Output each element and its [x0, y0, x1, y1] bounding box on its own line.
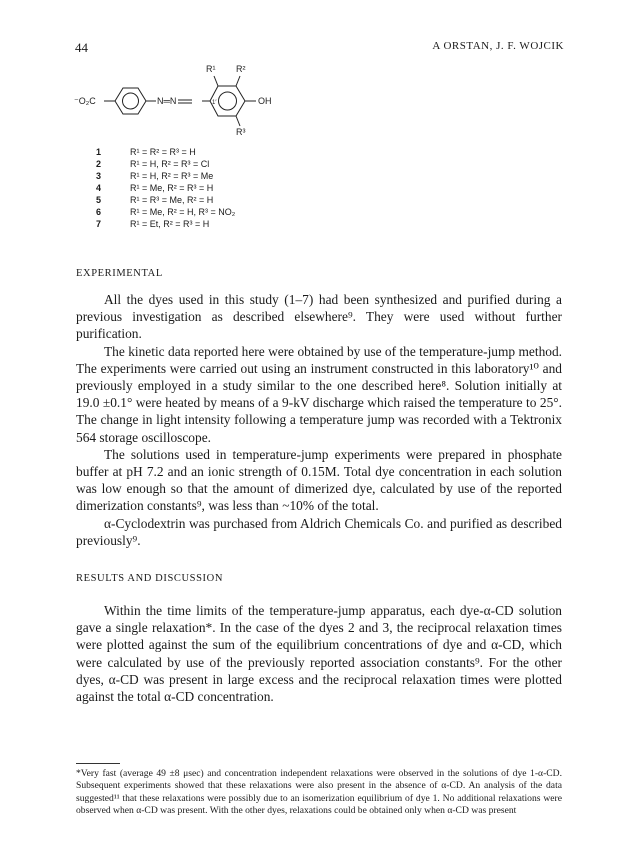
- compound-list: [96, 146, 346, 230]
- left-aromatic-circle: [123, 93, 139, 109]
- compound-number: 1: [96, 147, 102, 157]
- compound-substituents: R¹ = Me, R² = R³ = H: [130, 183, 214, 193]
- results-body: [76, 602, 562, 705]
- compound-number: 5: [96, 195, 102, 205]
- compound-row: [96, 206, 346, 218]
- compound-number: 4: [96, 183, 102, 193]
- running-head: A ORSTAN, J. F. WOJCIK: [432, 40, 564, 52]
- azo-label: N═N: [157, 96, 177, 106]
- compound-row: [96, 194, 346, 206]
- compound-substituents: R¹ = H, R² = R³ = Cl: [130, 159, 210, 169]
- chemical-structure: [70, 60, 330, 150]
- paragraph: The solutions used in temperature-jump experiments were prepared in phosphate buffer at pH 7.2 and an ionic strength of 0.15M. Total dye concentration in each solution was low enough so that the amount of dimerized dye, calculated by use of the reported dimerization constants⁹, was less than ~10% of the total.: [76, 446, 562, 514]
- compound-substituents: R¹ = R² = R³ = H: [130, 147, 196, 157]
- r3-label: R³: [236, 127, 246, 137]
- right-aromatic-circle: [219, 92, 237, 110]
- hydroxyl-label: OH: [258, 96, 272, 106]
- paragraph: Within the time limits of the temperature-jump apparatus, each dye-α-CD solution gave a single relaxation*. In the case of the dyes 2 and 3, the reciprocal relaxation times were plotted against the sum of the equilibrium concentrations of dye and α-CD, which were calculated by use of the previously reported association constants⁹. For the other dyes, α-CD was present in large excess and the reciprocal relaxation times were plotted against the total α-CD concentration.: [76, 603, 562, 705]
- compound-number: 2: [96, 159, 102, 169]
- r1-label: R¹: [206, 64, 216, 74]
- footnote-rule: [76, 763, 120, 764]
- page-number: 44: [75, 40, 88, 55]
- compound-substituents: R¹ = H, R² = R³ = Me: [130, 171, 214, 181]
- paragraph: All the dyes used in this study (1–7) had been synthesized and purified during a previous investigation as described elsewhere⁹. They were used without further purification.: [76, 292, 562, 342]
- experimental-heading: EXPERIMENTAL: [76, 268, 163, 279]
- compound-substituents: R¹ = Me, R² = H, R³ = NO₂: [130, 207, 236, 217]
- compound-number: 7: [96, 219, 102, 229]
- compound-row: [96, 182, 346, 194]
- compound-row: [96, 170, 346, 182]
- compound-number: 3: [96, 171, 102, 181]
- paragraph: The kinetic data reported here were obtained by use of the temperature-jump method. The experiments were carried out using an instrument constructed in this laboratory¹⁰ and previously employed in a study similar to the one described here⁸. Solution initially at 19.0 ±0.1° were heated by means of a 9-kV discharge which raised the temperature to 25°. The change in light intensity following a temperature jump was recorded with a Tektronix 564 storage oscilloscope.: [76, 343, 562, 445]
- compound-row: [96, 218, 346, 230]
- position-label: 1′: [212, 100, 217, 106]
- compound-substituents: R¹ = R³ = Me, R² = H: [130, 195, 214, 205]
- footnote: *Very fast (average 49 ±8 μsec) and concentration independent relaxations were observed in the solutions of dye 1-α-CD. Subsequent experiments showed that these relaxations were also present in the absence of α-CD. An analysis of the data suggested¹¹ that these relaxations were possibly due to an isomerization equilibrium of dye 1. No additional relaxations were observed when α-CD was present. With the other dyes, relaxations could be obtained only when α-CD was present: [76, 768, 562, 817]
- results-heading: RESULTS AND DISCUSSION: [76, 573, 224, 584]
- r2-label: R²: [236, 64, 246, 74]
- compound-number: 6: [96, 207, 102, 217]
- paragraph: α-Cyclodextrin was purchased from Aldrich Chemicals Co. and purified as described previously⁹.: [76, 515, 562, 548]
- compound-substituents: R¹ = Et, R² = R³ = H: [130, 219, 210, 229]
- azo-dye-structure-drawing: [70, 60, 330, 150]
- carboxylate-label: ⁻O₂C: [74, 96, 96, 106]
- left-benzene-ring: [115, 88, 146, 114]
- compound-row: [96, 158, 346, 170]
- compound-row: [96, 146, 346, 158]
- experimental-body: [76, 291, 562, 549]
